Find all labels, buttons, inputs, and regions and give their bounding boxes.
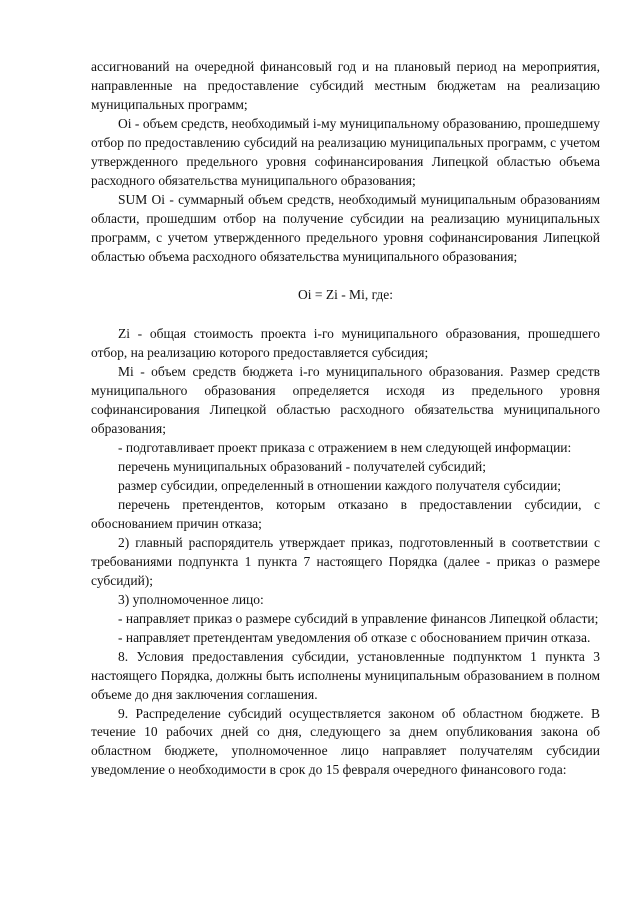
paragraphs-before [91,58,600,266]
paragraph: - подготавливает проект приказа с отражением в нем следующей информации: [118,440,572,456]
paragraph: 2) главный распорядитель утверждает приказ, подготовленный в соответствии с требованиями подпункта 1 пункта 7 настоящего Порядка (далее - приказ о размере субсидий); [91,534,600,588]
paragraphs-after [91,325,600,780]
paragraph: Оi - объем средств, необходимый i-му муниципальному образованию, прошедшему отбор по предоставлению субсидий на реализацию муниципальных программ, с учетом утвержденного предельного уровня софинансирования Липецкой областью объема расходного обязательства муниципального образования; [91,115,600,188]
paragraph: ассигнований на очередной финансовый год и на плановый период на мероприятия, направленные на предоставление субсидий местным бюджетам на реализацию муниципальных программ; [91,59,600,112]
paragraph: размер субсидии, определенный в отношении каждого получателя субсидии; [118,478,562,494]
paragraph: - направляет приказ о размере субсидий в управление финансов Липецкой области; [118,610,599,626]
paragraph: SUM Оi - суммарный объем средств, необходимый муниципальным образованиям области, прошедшим отбор на получение субсидии на реализацию муниципальных программ, с учетом утвержденного предельного уровня софинансирования Липецкой областью объема расходного обязательства муниципального образования; [91,191,600,264]
paragraph: перечень претендентов, которым отказано в предоставлении субсидии, с обоснованием причин отказа; [91,497,600,531]
paragraph: Мi - объем средств бюджета i-го муниципального образования. Размер средств муниципального образования определяется исходя из предельного уровня софинансирования Липецкой областью расходного обязательства муниципального образования; [91,364,600,437]
paragraph: 9. Распределение субсидий осуществляется законом об областном бюджете. В течение 10 рабочих дней со дня, следующего за днем опубликования закона об областном бюджете, уполномоченное лицо направляет получателям субсидии уведомление о необходимости в срок до 15 февраля очередного финансового года: [91,705,600,778]
formula: Оi = Zi - Mi, где: [297,287,394,303]
paragraph: Zi - общая стоимость проекта i-го муниципального образования, прошедшего отбор, на реализацию которого предоставляется субсидия; [91,326,600,361]
paragraph: 3) уполномоченное лицо: [118,591,264,607]
paragraph: перечень муниципальных образований - получателей субсидий; [118,459,486,475]
paragraph: 8. Условия предоставления субсидии, установленные подпунктом 1 пункта 3 настоящего Порядка, должны быть исполнены муниципальным образованием в полном объеме до дня заключения соглашения. [91,648,600,702]
paragraph: - направляет претендентам уведомления об отказе с обоснованием причин отказа. [118,629,591,645]
